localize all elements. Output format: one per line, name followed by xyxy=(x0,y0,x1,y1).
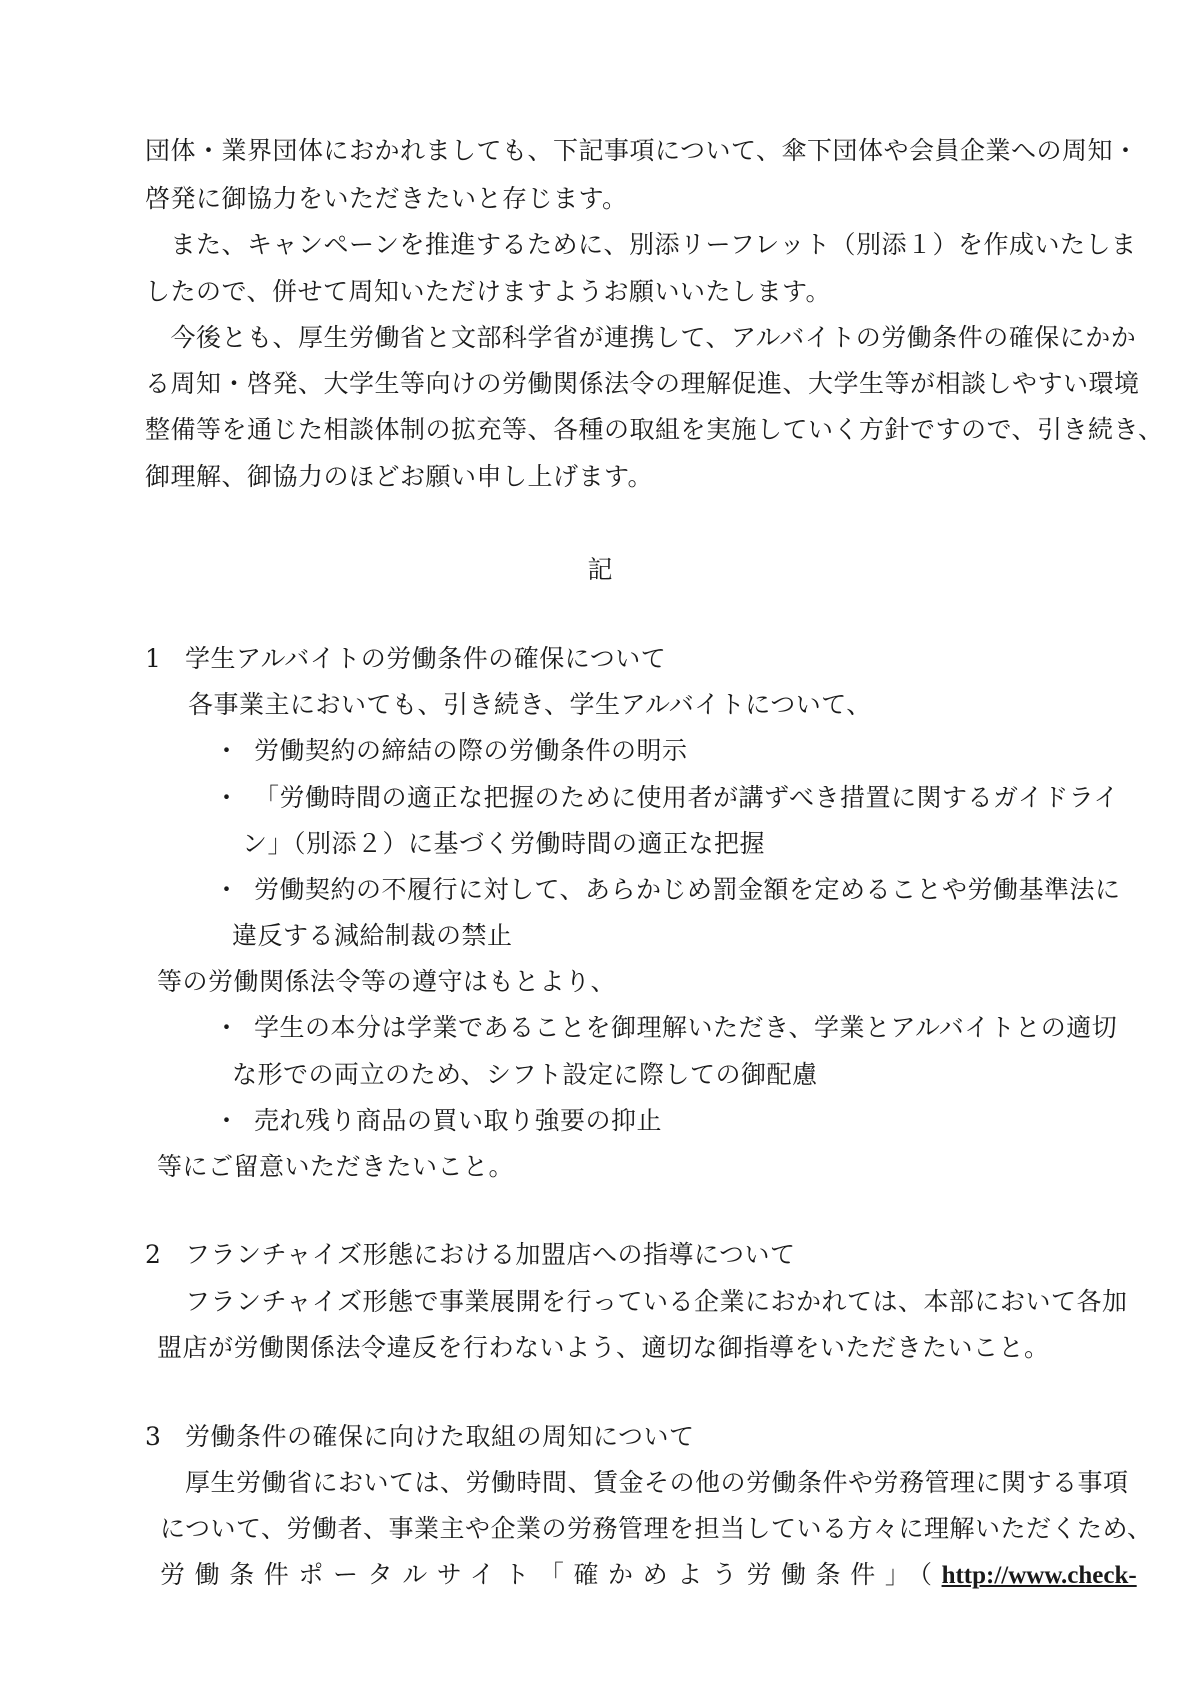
section-1-title: 学生アルバイトの労働条件の確保について xyxy=(185,644,667,673)
section-2-title: フランチャイズ形態における加盟店への指導について xyxy=(185,1240,796,1269)
intro-line-5: 今後とも、厚生労働省と文部科学省が連携して、アルバイトの労働条件の確保にかか xyxy=(145,323,1137,352)
bullet-item xyxy=(214,733,688,769)
section-1-middle: 等の労働関係法令等の遵守はもとより、 xyxy=(157,967,617,996)
bullet-mark: ・ xyxy=(214,783,240,812)
section-2-body-line-1: フランチャイズ形態で事業展開を行っている企業におかれては、本部において各加 xyxy=(185,1287,1128,1316)
section-3-body-line-1: 厚生労働省においては、労働時間、賃金その他の労働条件や労務管理に関する事項 xyxy=(185,1468,1129,1497)
intro-line-4: したので、併せて周知いただけますようお願いいたします。 xyxy=(145,277,832,306)
bullet-mark: ・ xyxy=(214,875,240,904)
bullet-text: 学生の本分は学業であることを御理解いただき、学業とアルバイトとの適切 xyxy=(254,1013,1118,1042)
bullet-item xyxy=(214,872,1121,908)
bullet-text: 労働契約の不履行に対して、あらかじめ罰金額を定めることや労働基準法に xyxy=(254,875,1121,904)
bullet-mark: ・ xyxy=(214,736,240,765)
intro-line-6: る周知・啓発、大学生等向けの労働関係法令の理解促進、大学生等が相談しやすい環境 xyxy=(145,369,1140,398)
bullet-continuation: な形での両立のため、シフト設定に際しての御配慮 xyxy=(232,1060,818,1089)
section-3-heading xyxy=(145,1419,695,1455)
section-1-closing: 等にご留意いただきたいこと。 xyxy=(157,1152,515,1181)
section-3-number: 3 xyxy=(145,1422,162,1451)
intro-line-1: 団体・業界団体におかれましても、下記事項について、傘下団体や会員企業への周知・ xyxy=(145,136,1139,165)
bullet-mark: ・ xyxy=(214,1106,240,1135)
bullet-mark: ・ xyxy=(214,1013,240,1042)
intro-line-8: 御理解、御協力のほどお願い申し上げます。 xyxy=(145,462,654,491)
section-2-heading xyxy=(145,1237,796,1273)
bullet-item xyxy=(214,780,1119,816)
intro-line-2: 啓発に御協力をいただきたいと存じます。 xyxy=(145,184,628,213)
section-3-body-line-3 xyxy=(160,1557,1137,1594)
section-1-lead: 各事業主においても、引き続き、学生アルバイトについて、 xyxy=(188,690,872,719)
bullet-continuation: ン」（別添２）に基づく労働時間の適正な把握 xyxy=(242,829,766,858)
bullet-continuation: 違反する減給制裁の禁止 xyxy=(232,921,513,950)
section-3-body-line-3-text: 労働条件ポータルサイト「確かめよう労働条件」（ xyxy=(160,1560,942,1589)
intro-line-3: また、キャンペーンを推進するために、別添リーフレット（別添１）を作成いたしま xyxy=(145,230,1137,259)
bullet-text: 「労働時間の適正な把握のために使用者が講ずべき措置に関するガイドライ xyxy=(254,783,1120,812)
bullet-item xyxy=(214,1010,1117,1046)
section-3-body-line-2: について、労働者、事業主や企業の労務管理を担当している方々に理解いただくため、 xyxy=(160,1514,1153,1543)
bullet-item xyxy=(214,1103,662,1139)
section-3-title: 労働条件の確保に向けた取組の周知について xyxy=(185,1422,695,1451)
section-1-heading xyxy=(145,641,666,677)
section-2-number: 2 xyxy=(145,1240,162,1269)
section-2-body-line-2: 盟店が労働関係法令違反を行わないよう、適切な御指導をいただきたいこと。 xyxy=(157,1333,1050,1362)
bullet-text: 売れ残り商品の買い取り強要の抑止 xyxy=(254,1106,663,1135)
bullet-text: 労働契約の締結の際の労働条件の明示 xyxy=(254,736,688,765)
ki-heading: 記 xyxy=(587,555,613,584)
portal-url-link[interactable]: http://www.check- xyxy=(941,1562,1137,1589)
intro-line-7: 整備等を通じた相談体制の拡充等、各種の取組を実施していく方針ですので、引き続き、 xyxy=(145,415,1164,444)
section-1-number: 1 xyxy=(145,644,162,673)
